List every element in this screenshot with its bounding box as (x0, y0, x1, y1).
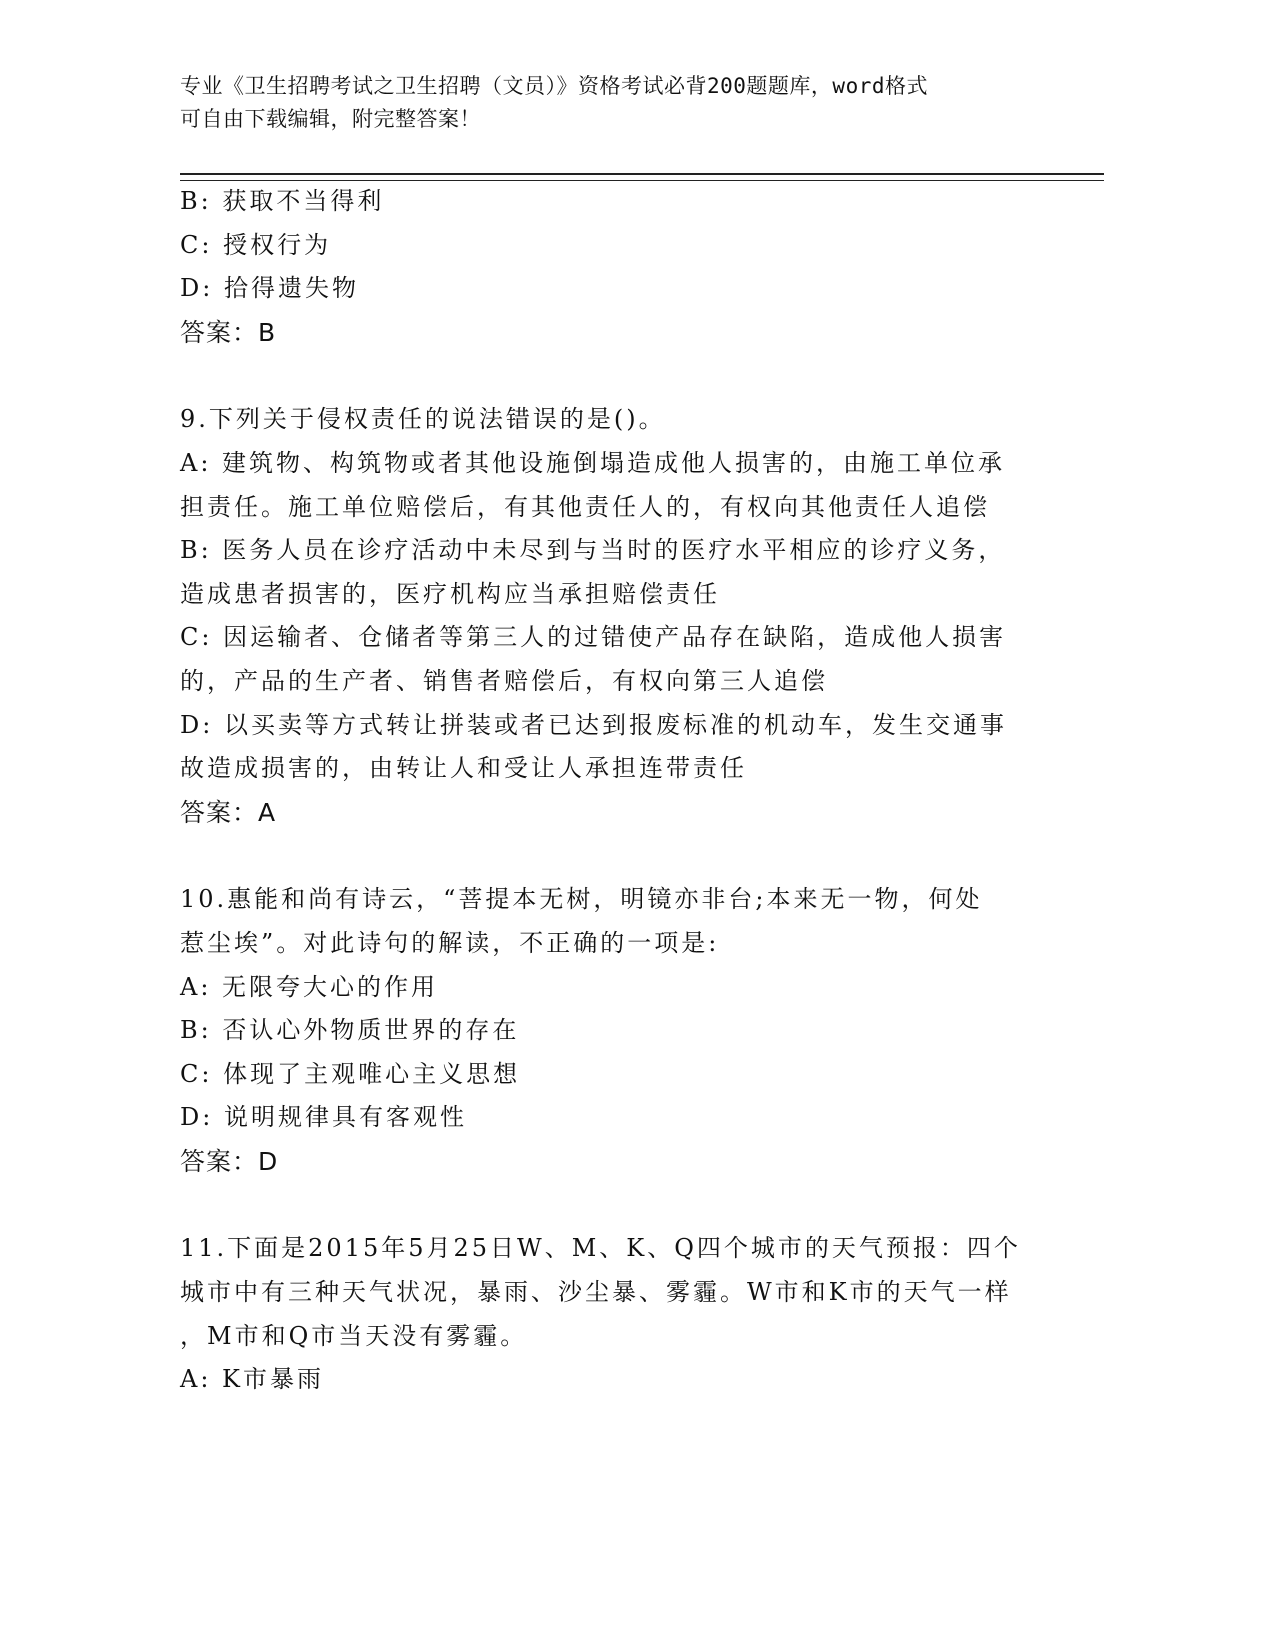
option-d-cont: 故造成损害的，由转让人和受让人承担连带责任 (180, 754, 747, 783)
option-b: B: 否认心外物质世界的存在 (180, 1016, 520, 1045)
option-d: D: 说明规律具有客观性 (180, 1103, 467, 1132)
option-b-cont: 造成患者损害的，医疗机构应当承担赔偿责任 (180, 579, 720, 608)
option-c-cont: 的，产品的生产者、销售者赔偿后，有权向第三人追偿 (180, 666, 828, 695)
question-10 (180, 878, 1060, 1183)
answer: 答案：B (180, 317, 277, 347)
question-stem: 11.下面是2015年5月25日W、M、K、Q四个城市的天气预报：四个 (180, 1234, 1021, 1263)
option-a-cont: 担责任。施工单位赔偿后，有其他责任人的，有权向其他责任人追偿 (180, 492, 990, 521)
question-stem-cont: 惹尘埃”。对此诗句的解读，不正确的一项是: (180, 928, 720, 957)
header-line: 可自由下载编辑，附完整答案！ (180, 107, 481, 131)
question-stem-cont: 城市中有三种天气状况，暴雨、沙尘暴、雾霾。W市和K市的天气一样 (180, 1278, 1012, 1307)
question-8-tail (180, 180, 1060, 354)
document-header (180, 70, 1040, 136)
option-d: D: 以买卖等方式转让拼装或者已达到报废标准的机动车，发生交通事 (180, 710, 1007, 739)
option-b: B: 医务人员在诊疗活动中未尽到与当时的医疗水平相应的诊疗义务， (180, 536, 1006, 565)
question-stem: 9.下列关于侵权责任的说法错误的是()。 (180, 405, 666, 434)
option-c: C: 体现了主观唯心主义思想 (180, 1059, 521, 1088)
document-body (180, 180, 1060, 1402)
question-stem: 10.惠能和尚有诗云，“菩提本无树，明镜亦非台;本来无一物，何处 (180, 885, 983, 914)
header-divider (180, 173, 1104, 175)
option-b: B: 获取不当得利 (180, 187, 385, 215)
answer: 答案：A (180, 797, 277, 827)
option-c: C: 因运输者、仓储者等第三人的过错使产品存在缺陷，造成他人损害 (180, 623, 1007, 652)
option-a: A: K市暴雨 (180, 1365, 324, 1394)
option-a: A: 无限夸大心的作用 (180, 972, 439, 1001)
option-a: A: 建筑物、构筑物或者其他设施倒塌造成他人损害的，由施工单位承 (180, 448, 1006, 477)
option-c: C: 授权行为 (180, 230, 332, 259)
option-d: D: 拾得遗失物 (180, 274, 359, 303)
question-9 (180, 398, 1060, 834)
answer: 答案：D (180, 1146, 279, 1176)
question-stem-cont: ，M市和Q市当天没有雾霾。 (180, 1321, 528, 1350)
header-line: 专业《卫生招聘考试之卫生招聘（文员）》资格考试必背200题题库，word格式 (180, 74, 928, 98)
question-11 (180, 1227, 1060, 1401)
